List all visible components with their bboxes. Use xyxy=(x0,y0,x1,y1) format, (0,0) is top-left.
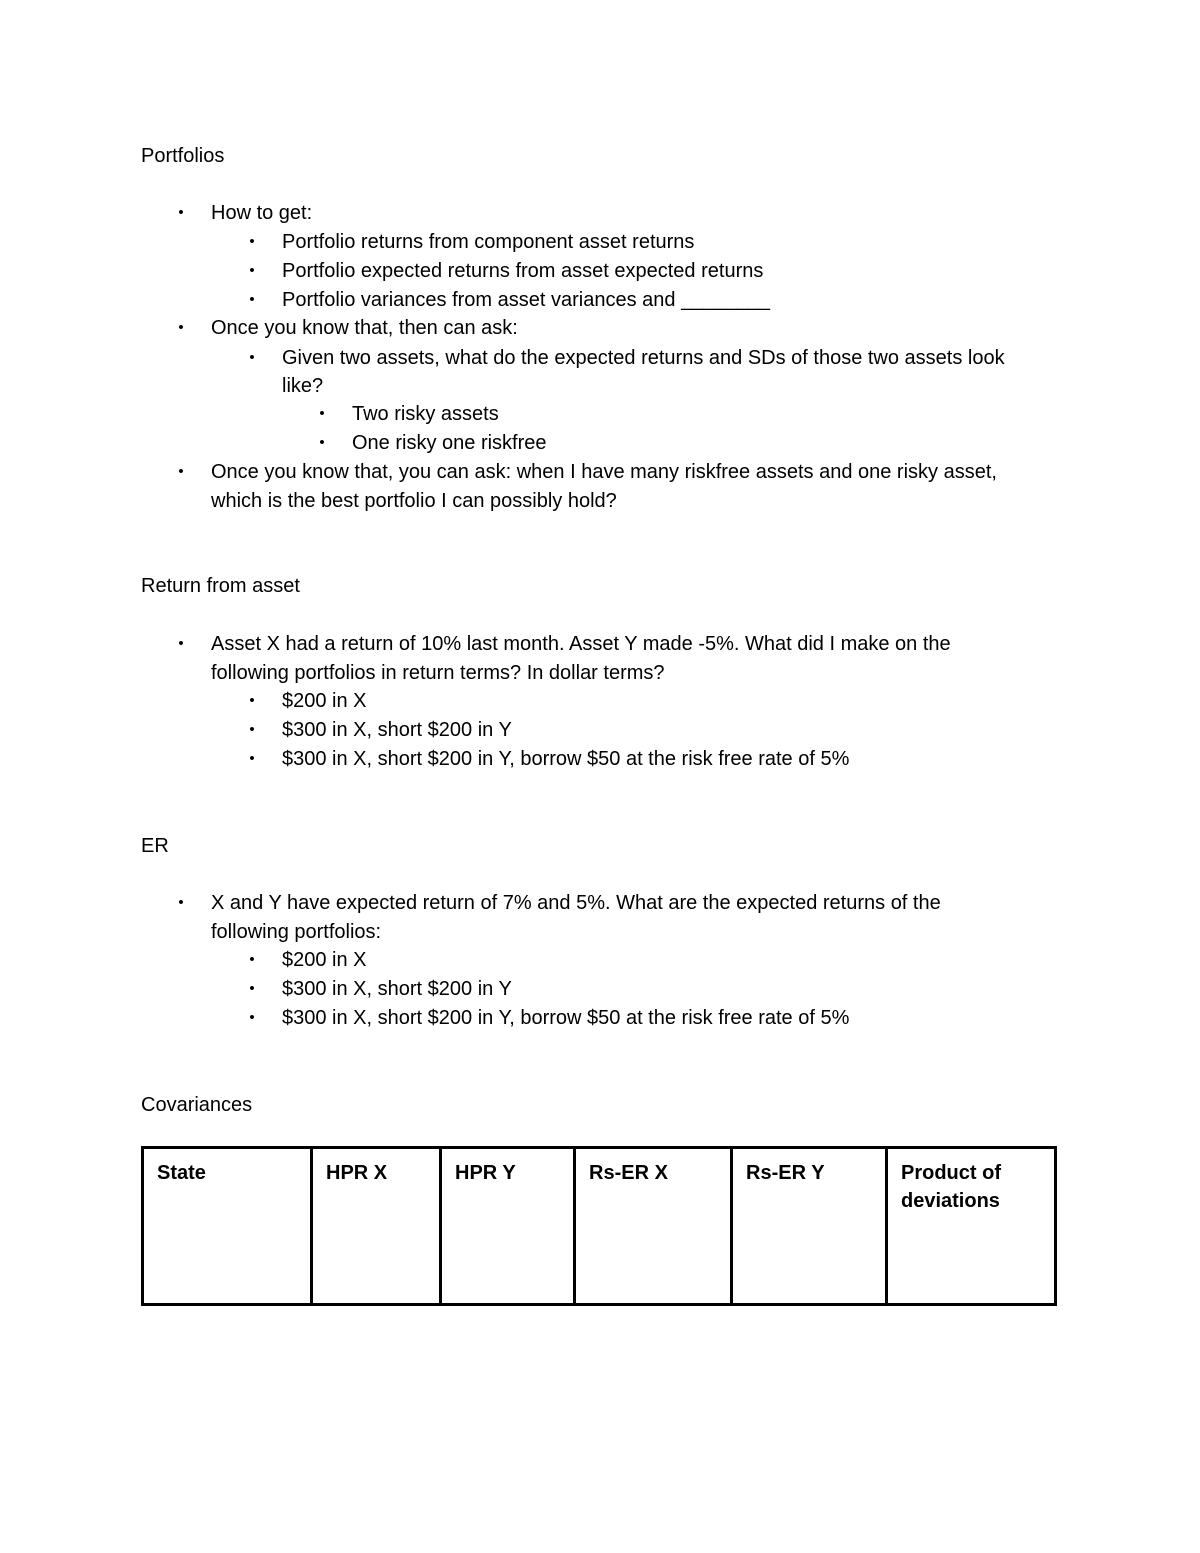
bullet-marker: • xyxy=(249,233,255,250)
table-header-cell: HPR Y xyxy=(441,1148,575,1305)
list-item: $300 in X, short $200 in Y, borrow $50 at the risk free rate of 5% xyxy=(282,748,850,770)
bullet-marker: • xyxy=(249,262,255,279)
list-item: Two risky assets xyxy=(352,403,499,425)
list-item-continuation: following portfolios in return terms? In dollar terms? xyxy=(211,662,665,684)
bullet-marker: • xyxy=(249,721,255,738)
bullet-marker: • xyxy=(249,291,255,308)
list-item: $300 in X, short $200 in Y xyxy=(282,978,512,1000)
list-item-continuation: following portfolios: xyxy=(211,921,382,943)
list-item: Once you know that, then can ask: xyxy=(211,317,518,339)
heading-er: ER xyxy=(141,835,169,857)
bullet-marker: • xyxy=(178,204,184,221)
heading-return-from-asset: Return from asset xyxy=(141,575,300,597)
bullet-marker: • xyxy=(178,463,184,480)
list-item: $200 in X xyxy=(282,949,367,971)
list-item: Portfolio variances from asset variances and ________ xyxy=(282,289,771,311)
list-item: How to get: xyxy=(211,202,313,224)
heading-portfolios: Portfolios xyxy=(141,145,225,167)
list-item: Portfolio returns from component asset returns xyxy=(282,231,695,253)
list-item-continuation: like? xyxy=(282,375,324,397)
list-item: $300 in X, short $200 in Y xyxy=(282,719,512,741)
table-row xyxy=(143,1148,1056,1305)
bullet-marker: • xyxy=(249,980,255,997)
heading-covariances: Covariances xyxy=(141,1094,253,1116)
table-header-cell: State xyxy=(143,1148,312,1305)
list-item: $200 in X xyxy=(282,690,367,712)
table-header-cell: Rs-ER Y xyxy=(732,1148,887,1305)
list-item: Once you know that, you can ask: when I have many riskfree assets and one risky asset, xyxy=(211,461,997,483)
list-item: $300 in X, short $200 in Y, borrow $50 at the risk free rate of 5% xyxy=(282,1007,850,1029)
bullet-marker: • xyxy=(249,750,255,767)
list-item-continuation: which is the best portfolio I can possibly hold? xyxy=(211,490,617,512)
table-header-cell: Rs-ER X xyxy=(575,1148,732,1305)
bullet-marker: • xyxy=(249,1009,255,1026)
bullet-marker: • xyxy=(319,434,325,451)
bullet-marker: • xyxy=(249,951,255,968)
bullet-marker: • xyxy=(249,349,255,366)
list-item: One risky one riskfree xyxy=(352,432,547,454)
list-item: Given two assets, what do the expected returns and SDs of those two assets look xyxy=(282,347,1005,369)
bullet-marker: • xyxy=(178,894,184,911)
list-item: Portfolio expected returns from asset expected returns xyxy=(282,260,764,282)
table-header-cell: Product of deviations xyxy=(887,1148,1056,1305)
list-item: Asset X had a return of 10% last month. Asset Y made -5%. What did I make on the xyxy=(211,633,951,655)
list-item: X and Y have expected return of 7% and 5%. What are the expected returns of the xyxy=(211,892,941,914)
bullet-marker: • xyxy=(249,692,255,709)
bullet-marker: • xyxy=(178,635,184,652)
bullet-marker: • xyxy=(178,319,184,336)
table-header-cell: HPR X xyxy=(312,1148,441,1305)
covariance-table xyxy=(141,1146,1057,1306)
bullet-marker: • xyxy=(319,405,325,422)
